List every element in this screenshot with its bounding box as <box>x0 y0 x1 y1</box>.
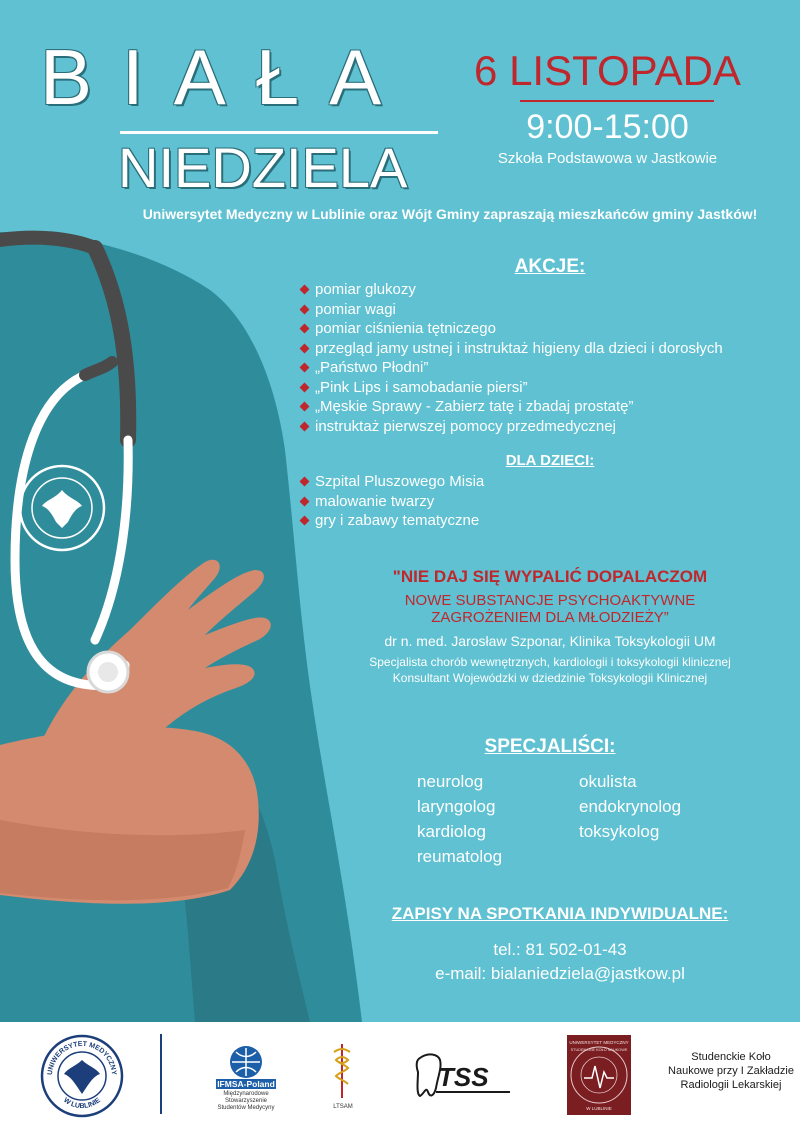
diamond-bullet-icon <box>300 477 310 487</box>
svg-text:W LUBLINIE: W LUBLINIE <box>62 1096 102 1111</box>
list-item: endokrynolog <box>579 797 682 816</box>
list-item: reumatolog <box>417 847 503 866</box>
list-item: neurolog <box>417 772 484 791</box>
ifmsa-caption: Międzynarodowe Stowarzyszenie Studentów Medycyny <box>217 1091 275 1111</box>
diamond-bullet-icon <box>300 304 310 314</box>
university-badge <box>20 466 104 550</box>
event-place: Szkoła Podstawowa w Jastkowie <box>497 150 718 167</box>
footer-logos <box>0 1022 800 1131</box>
title-niedziela: NIEDZIELA <box>118 136 408 199</box>
skn-radiology-logo <box>566 1034 632 1116</box>
lecture-speaker: dr n. med. Jarosław Szponar, Klinika Toksykologii UM <box>384 633 716 649</box>
footer-divider <box>160 1034 162 1114</box>
event-date: 6 LISTOPADA <box>474 47 741 94</box>
svg-text:UNIWERSYTET MEDYCZNY: UNIWERSYTET MEDYCZNY <box>46 1040 118 1076</box>
lecture-title: "NIE DAJ SIĘ WYPALIĆ DOPALACZOM <box>392 567 708 586</box>
title-biala: BIAŁA <box>40 33 412 121</box>
tss-logo <box>414 1048 516 1104</box>
specialists-right-column <box>579 769 681 844</box>
diamond-bullet-icon <box>300 402 310 412</box>
list-item: okulista <box>579 772 637 791</box>
lecture-subtitle-1: NOWE SUBSTANCJE PSYCHOAKTYWNE <box>404 592 696 609</box>
diamond-bullet-icon <box>300 324 310 334</box>
list-item: kardiolog <box>417 822 486 841</box>
diamond-bullet-icon <box>300 516 310 526</box>
list-item: gry i zabawy tematyczne <box>300 511 700 531</box>
specialists-left-column <box>417 769 502 869</box>
diamond-bullet-icon <box>300 363 310 373</box>
list-item: „Pink Lips i samobadanie piersi” <box>300 378 800 398</box>
svg-text:UNIWERSYTET MEDYCZNY: UNIWERSYTET MEDYCZNY <box>569 1040 629 1045</box>
lecture-subtitle <box>300 592 800 626</box>
skn-radiology-caption: Studenckie Koło Naukowe przy I Zakładzie Radiologii Lekarskiej <box>668 1051 794 1091</box>
list-item: instruktaż pierwszej pomocy przedmedycznej <box>300 417 800 437</box>
svg-text:TSS: TSS <box>438 1062 489 1092</box>
diamond-bullet-icon <box>300 285 310 295</box>
zapisy-heading: ZAPISY NA SPOTKANIA INDYWIDUALNE: <box>391 904 729 923</box>
diamond-bullet-icon <box>300 382 310 392</box>
list-item: „Męskie Sprawy - Zabierz tatę i zbadaj prostatę” <box>300 397 800 417</box>
list-item: pomiar glukozy <box>300 280 800 300</box>
speaker-credentials <box>300 654 800 686</box>
svg-text:IFMSA-Poland: IFMSA-Poland <box>217 1079 275 1089</box>
ltsam-label: LTSAM <box>333 1104 353 1110</box>
invitation-text: Uniwersytet Medyczny w Lublinie oraz Wójt Gminy zapraszają mieszkańców gminy Jastków! <box>142 206 758 222</box>
akcje-heading: AKCJE: <box>514 256 586 277</box>
list-item: toksykolog <box>579 822 660 841</box>
dzieci-heading: DLA DZIECI: <box>505 452 595 469</box>
svg-text:W LUBLINIE: W LUBLINIE <box>586 1106 612 1111</box>
diamond-bullet-icon <box>300 343 310 353</box>
list-item: przegląd jamy ustnej i instruktaż higieny dla dzieci i dorosłych <box>300 339 800 359</box>
list-item: „Państwo Płodni” <box>300 358 800 378</box>
event-time: 9:00-15:00 <box>526 108 689 146</box>
list-item: malowanie twarzy <box>300 492 700 512</box>
dzieci-list <box>300 472 700 531</box>
list-item: pomiar wagi <box>300 300 800 320</box>
date-divider <box>520 100 714 102</box>
akcje-list <box>300 280 800 436</box>
um-lublin-logo <box>40 1034 124 1118</box>
specjalisci-heading: SPECJALIŚCI: <box>484 736 616 757</box>
svg-text:STUDENCKIE KOŁO NAUKOWE: STUDENCKIE KOŁO NAUKOWE <box>570 1048 628 1052</box>
contact-phone: tel.: 81 502-01-43 <box>493 940 627 959</box>
speaker-spec-1: Specjalista chorób wewnętrznych, kardiologii i toksykologii klinicznej <box>369 655 731 669</box>
list-item: laryngolog <box>417 797 496 816</box>
contact-email: e-mail: bialaniedziela@jastkow.pl <box>435 964 685 983</box>
diamond-bullet-icon <box>300 421 310 431</box>
list-item: pomiar ciśnienia tętniczego <box>300 319 800 339</box>
caduceus-icon <box>330 1042 354 1102</box>
title-divider <box>120 131 438 134</box>
ifmsa-logo <box>210 1044 282 1096</box>
lecture-subtitle-2: ZAGROŻENIEM DLA MŁODZIEŻY” <box>431 609 669 626</box>
diamond-bullet-icon <box>300 496 310 506</box>
list-item: Szpital Pluszowego Misia <box>300 472 700 492</box>
speaker-spec-2: Konsultant Wojewódzki w dziedzinie Toksykologii Klinicznej <box>392 671 708 685</box>
